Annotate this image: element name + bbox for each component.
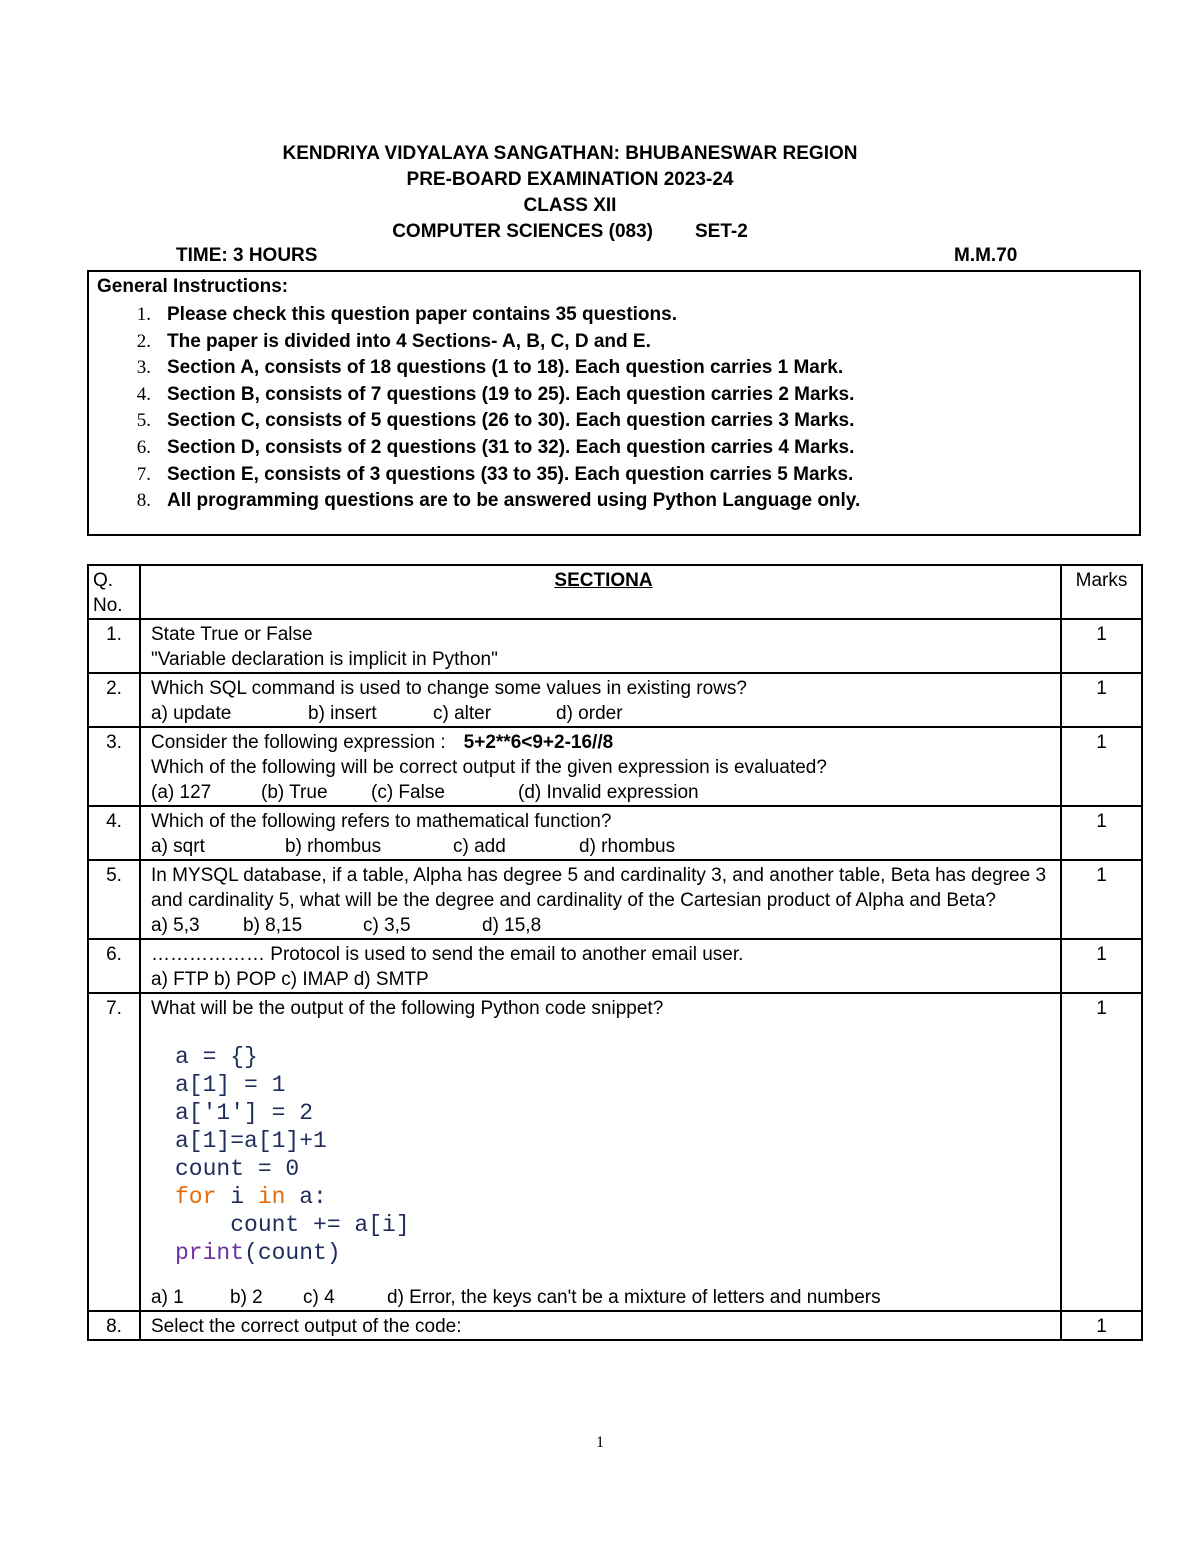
question-line: Which of the following will be correct output if the given expression is evaluated? xyxy=(151,757,827,778)
page-number: 1 xyxy=(596,1434,604,1451)
max-marks-label: M.M.70 xyxy=(954,245,1018,266)
options-row xyxy=(151,913,1056,938)
question-text xyxy=(140,727,1061,806)
question-text xyxy=(140,860,1061,939)
question-marks: 1 xyxy=(1061,727,1142,806)
qno-header: Q. No. xyxy=(88,565,140,619)
class-title: CLASS XII xyxy=(523,195,617,216)
question-line: Which SQL command is used to change some values in existing rows? xyxy=(151,678,747,699)
options-row xyxy=(151,834,1056,859)
instructions-title: General Instructions: xyxy=(97,276,289,297)
option-c: c) alter xyxy=(433,703,492,724)
code-line: a = {} xyxy=(175,1044,258,1070)
instruction-text: Please check this question paper contains 35 questions. xyxy=(167,304,677,325)
question-line: Which of the following refers to mathematical function? xyxy=(151,811,612,832)
option-d: d) 15,8 xyxy=(482,915,542,936)
code-keyword: in xyxy=(257,1184,286,1210)
subject-title xyxy=(0,219,1140,245)
option-d: d) rhombus xyxy=(579,836,676,857)
subject-name: COMPUTER SCIENCES (083) xyxy=(392,221,653,242)
question-number: 3. xyxy=(88,727,140,806)
school-title: KENDRIYA VIDYALAYA SANGATHAN: BHUBANESWAR REGION xyxy=(282,143,858,164)
instruction-number: 2. xyxy=(136,330,151,352)
instruction-text: The paper is divided into 4 Sections- A, B, C, D and E. xyxy=(167,330,651,352)
table-row xyxy=(88,727,1142,806)
option-c: c) 3,5 xyxy=(363,915,411,936)
option-c: (c) False xyxy=(371,782,445,803)
question-number: 7. xyxy=(88,993,140,1311)
question-number: 8. xyxy=(88,1311,140,1340)
option-b: b) 2 xyxy=(230,1287,263,1308)
question-marks: 1 xyxy=(1061,1311,1142,1340)
table-row xyxy=(88,939,1142,993)
options-row: a) FTP b) POP c) IMAP d) SMTP xyxy=(151,969,429,990)
question-line: Select the correct output of the code: xyxy=(151,1316,462,1337)
instruction-number: 8. xyxy=(136,490,151,512)
options-row xyxy=(151,780,1056,805)
code-line: count += a[i] xyxy=(175,1212,410,1238)
question-marks: 1 xyxy=(1061,806,1142,860)
time-label: TIME: 3 HOURS xyxy=(176,245,318,266)
code-line: count = 0 xyxy=(175,1156,300,1182)
set-label: SET-2 xyxy=(694,221,748,242)
question-text xyxy=(140,806,1061,860)
question-number: 1. xyxy=(88,619,140,673)
expression-intro: Consider the following expression : xyxy=(151,732,446,753)
table-row xyxy=(88,1311,1142,1340)
code-line xyxy=(175,1183,1056,1211)
option-b: b) 8,15 xyxy=(243,915,303,936)
instruction-number: 1. xyxy=(136,304,151,325)
question-text xyxy=(140,939,1061,993)
question-number: 5. xyxy=(88,860,140,939)
option-c: c) 4 xyxy=(303,1287,335,1308)
options-row xyxy=(151,1285,1056,1310)
instruction-number: 6. xyxy=(136,436,151,458)
instruction-number: 3. xyxy=(136,357,151,379)
code-text: i xyxy=(216,1184,258,1210)
question-marks: 1 xyxy=(1061,860,1142,939)
option-d: d) Error, the keys can't be a mixture of letters and numbers xyxy=(387,1287,881,1308)
instruction-number: 5. xyxy=(136,410,151,432)
code-text: (count) xyxy=(244,1240,341,1266)
question-marks: 1 xyxy=(1061,939,1142,993)
option-a: a) 5,3 xyxy=(151,915,200,936)
question-line: What will be the output of the following Python code snippet? xyxy=(151,998,664,1019)
question-marks: 1 xyxy=(1061,673,1142,727)
question-number: 4. xyxy=(88,806,140,860)
table-row xyxy=(88,860,1142,939)
question-marks: 1 xyxy=(1061,619,1142,673)
option-b: (b) True xyxy=(261,782,328,803)
instruction-text: Section D, consists of 2 questions (31 to 32). Each question carries 4 Marks. xyxy=(167,436,855,458)
question-marks: 1 xyxy=(1061,993,1142,1311)
option-a: a) sqrt xyxy=(151,836,205,857)
option-d: d) order xyxy=(556,703,623,724)
table-row xyxy=(88,993,1142,1311)
code-text: a: xyxy=(285,1184,327,1210)
section-title: SECTIONA xyxy=(554,570,653,591)
question-line: State True or False xyxy=(151,624,313,645)
instruction-number: 4. xyxy=(136,383,151,405)
instruction-text: Section E, consists of 3 questions (33 to 35). Each question carries 5 Marks. xyxy=(167,463,854,485)
option-a: (a) 127 xyxy=(151,782,212,803)
option-a: a) update xyxy=(151,703,232,724)
instruction-number: 7. xyxy=(136,463,151,485)
instruction-text: Section A, consists of 18 questions (1 to 18). Each question carries 1 Mark. xyxy=(167,357,844,379)
option-a: a) 1 xyxy=(151,1287,184,1308)
code-line: a['1'] = 2 xyxy=(175,1100,314,1126)
code-line: a[1] = 1 xyxy=(175,1072,286,1098)
marks-header: Marks xyxy=(1061,565,1142,619)
code-snippet xyxy=(175,1043,1056,1267)
option-b: b) insert xyxy=(308,703,377,724)
question-text xyxy=(140,993,1061,1311)
questions-table xyxy=(87,564,1143,1341)
exam-title: PRE-BOARD EXAMINATION 2023-24 xyxy=(406,169,734,190)
code-line xyxy=(175,1239,1056,1267)
question-line xyxy=(151,730,1056,755)
table-row xyxy=(88,673,1142,727)
question-number: 2. xyxy=(88,673,140,727)
section-header xyxy=(140,565,1061,619)
code-function: print xyxy=(175,1240,245,1266)
option-b: b) rhombus xyxy=(285,836,382,857)
general-instructions-box xyxy=(87,270,1141,536)
instruction-text: All programming questions are to be answered using Python Language only. xyxy=(167,490,861,512)
table-header-row xyxy=(88,565,1142,619)
expression: 5+2**6<9+2-16//8 xyxy=(463,732,614,753)
question-line: In MYSQL database, if a table, Alpha has degree 5 and cardinality 3, and another table, Beta has degree 3 and cardinality 5, what will be the degree and cardinality of the Cartesian product of Alpha and Beta? xyxy=(151,865,1047,911)
option-c: c) add xyxy=(453,836,506,857)
instruction-text: Section C, consists of 5 questions (26 to 30). Each question carries 3 Marks. xyxy=(167,410,855,432)
instruction-text: Section B, consists of 7 questions (19 to 25). Each question carries 2 Marks. xyxy=(167,383,855,405)
question-line: "Variable declaration is implicit in Python" xyxy=(151,649,498,670)
question-number: 6. xyxy=(88,939,140,993)
table-row xyxy=(88,806,1142,860)
options-row xyxy=(151,701,1056,726)
question-text xyxy=(140,619,1061,673)
question-text xyxy=(140,673,1061,727)
question-line: ……………… Protocol is used to send the email to another email user. xyxy=(151,944,744,965)
table-row xyxy=(88,619,1142,673)
code-line: a[1]=a[1]+1 xyxy=(175,1128,327,1154)
code-keyword: for xyxy=(175,1184,217,1210)
question-text xyxy=(140,1311,1061,1340)
option-d: (d) Invalid expression xyxy=(518,782,699,803)
